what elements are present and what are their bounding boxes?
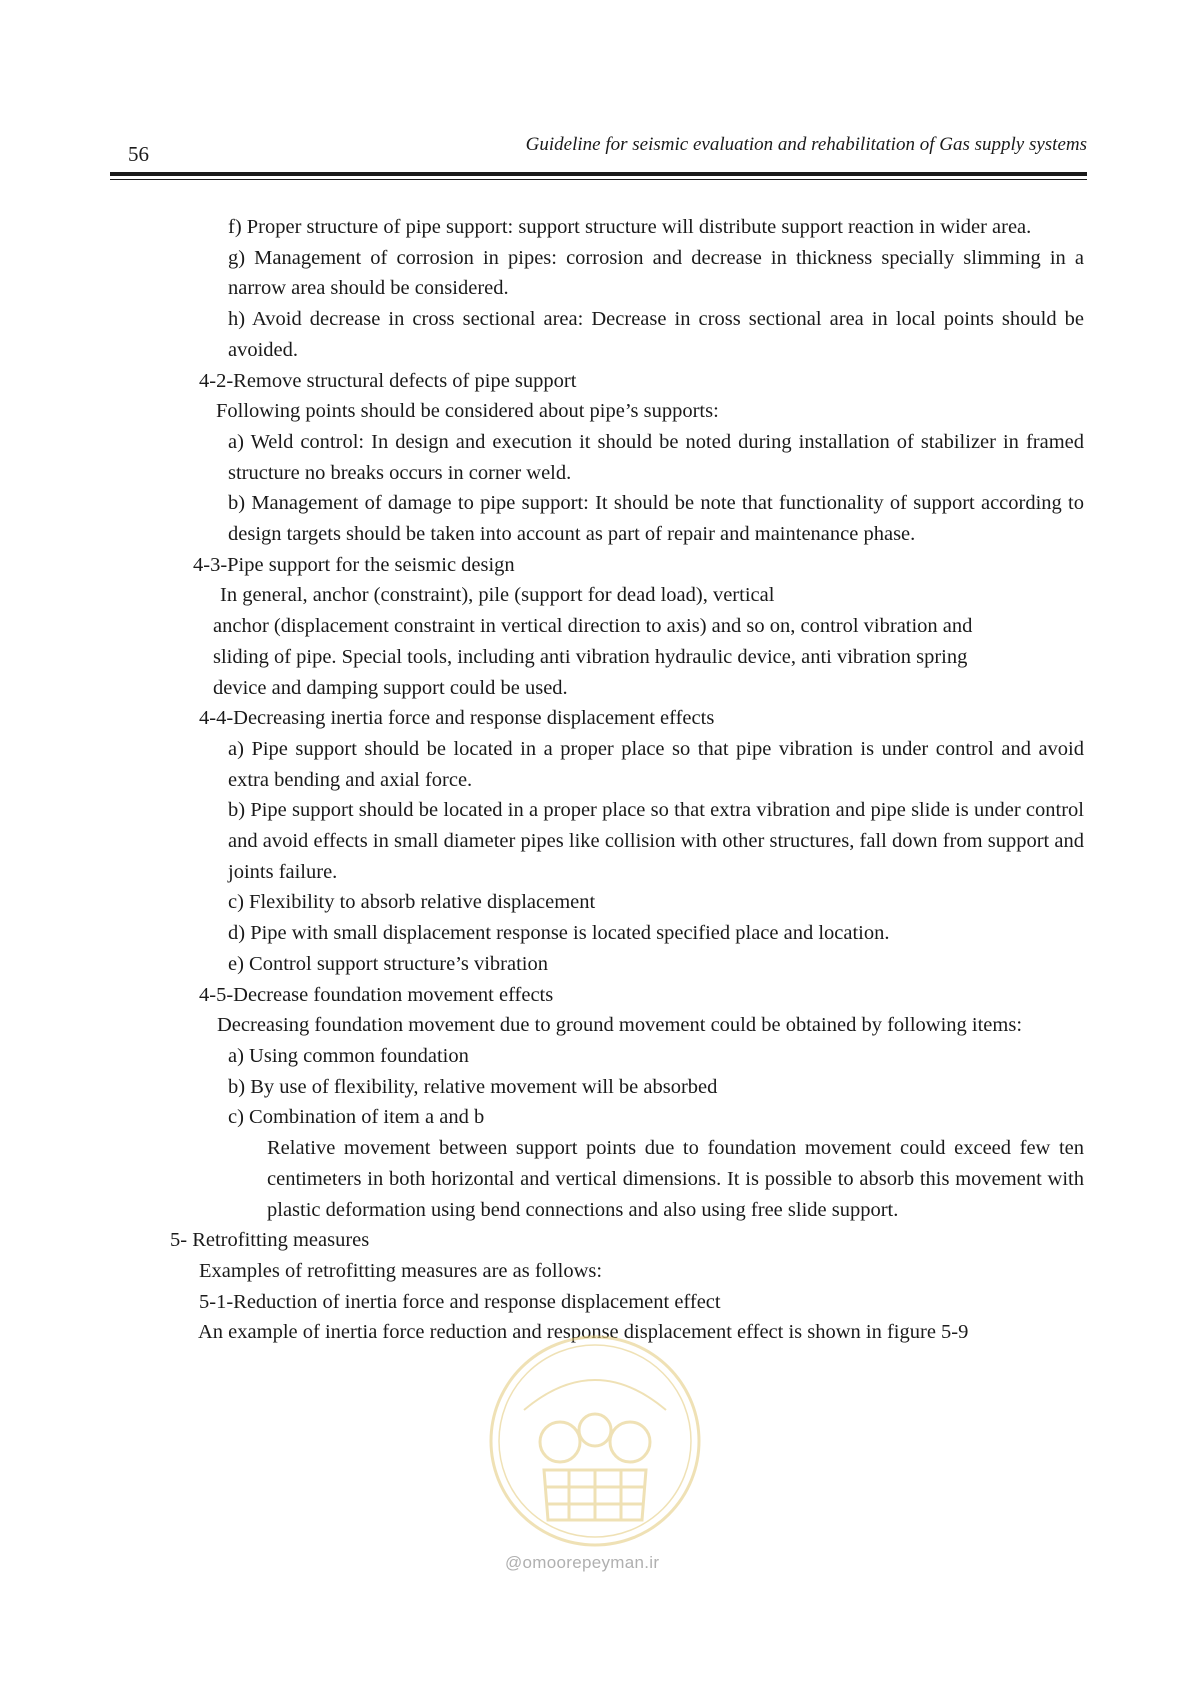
page-number: 56 bbox=[128, 142, 149, 166]
section-heading-4-3: 4-3-Pipe support for the seismic design bbox=[193, 553, 515, 576]
section-4-5-note: Relative movement between support points due to foundation movement could exceed few ten centimeters in both horizontal and vertical dimensions. It is possible to absorb this movement with plastic deformation using bend connections and also using free slide support. bbox=[267, 1137, 1084, 1221]
section-4-3-line-2: anchor (displacement constraint in vertical direction to axis) and so on, control vibration and bbox=[213, 615, 973, 638]
section-4-4-item-d: d) Pipe with small displacement response is located specified place and location. bbox=[228, 922, 890, 945]
section-4-4-item-b: b) Pipe support should be located in a proper place so that extra vibration and pipe slide is under control and avoid effects in small diameter pipes like collision with other structures, fall down from support and joints failure. bbox=[228, 799, 1084, 883]
section-4-2-item-a: a) Weld control: In design and execution it should be noted during installation of stabilizer in framed structure no breaks occurs in corner weld. bbox=[228, 430, 1084, 484]
section-4-4-item-c: c) Flexibility to absorb relative displacement bbox=[228, 891, 596, 914]
section-5-intro: Examples of retrofitting measures are as follows: bbox=[199, 1259, 603, 1282]
item-h: h) Avoid decrease in cross sectional area: Decrease in cross sectional area in local points should be avoided. bbox=[228, 308, 1084, 361]
item-g: g) Management of corrosion in pipes: corrosion and decrease in thickness specially slimming in a narrow area should be considered. bbox=[228, 246, 1084, 300]
section-4-4-item-a: a) Pipe support should be located in a proper place so that pipe vibration is under control and avoid extra bending and axial force. bbox=[228, 737, 1084, 791]
section-4-2-intro: Following points should be considered about pipe’s supports: bbox=[216, 400, 719, 423]
section-4-5-intro: Decreasing foundation movement due to ground movement could be obtained by following items: bbox=[217, 1014, 1023, 1037]
running-header: Guideline for seismic evaluation and rehabilitation of Gas supply systems bbox=[525, 134, 1087, 155]
section-heading-5-1: 5-1-Reduction of inertia force and response displacement effect bbox=[199, 1290, 721, 1313]
section-4-3-line-1: In general, anchor (constraint), pile (support for dead load), vertical bbox=[220, 584, 775, 607]
section-4-3-line-4: device and damping support could be used. bbox=[213, 676, 568, 699]
section-heading-5: 5- Retrofitting measures bbox=[170, 1229, 370, 1252]
section-heading-4-2: 4-2-Remove structural defects of pipe support bbox=[199, 369, 577, 392]
section-4-5-item-b: b) By use of flexibility, relative movement will be absorbed bbox=[228, 1075, 718, 1098]
section-heading-4-4: 4-4-Decreasing inertia force and response displacement effects bbox=[199, 707, 715, 730]
section-4-5-item-c: c) Combination of item a and b bbox=[228, 1106, 485, 1129]
header-rule-thin bbox=[110, 179, 1087, 180]
watermark-caption: @omoorepeyman.ir bbox=[505, 1553, 660, 1572]
section-4-3-line-3: sliding of pipe. Special tools, including anti vibration hydraulic device, anti vibration spring bbox=[213, 645, 968, 668]
section-5-1-text: An example of inertia force reduction and response displacement effect is shown in figure 5-9 bbox=[198, 1321, 969, 1344]
body-text bbox=[0, 212, 1191, 1348]
item-f: f) Proper structure of pipe support: support structure will distribute support reaction in wider area. bbox=[228, 216, 1032, 238]
section-heading-4-5: 4-5-Decrease foundation movement effects bbox=[199, 983, 554, 1006]
section-4-4-item-e: e) Control support structure’s vibration bbox=[228, 952, 548, 975]
section-4-5-item-a: a) Using common foundation bbox=[228, 1044, 469, 1067]
header-rule-thick bbox=[110, 172, 1087, 176]
watermark-seal-icon bbox=[484, 1330, 706, 1552]
section-4-2-item-b: b) Management of damage to pipe support: It should be note that functionality of support according to design targets should be taken into account as part of repair and maintenance phase. bbox=[228, 492, 1084, 546]
